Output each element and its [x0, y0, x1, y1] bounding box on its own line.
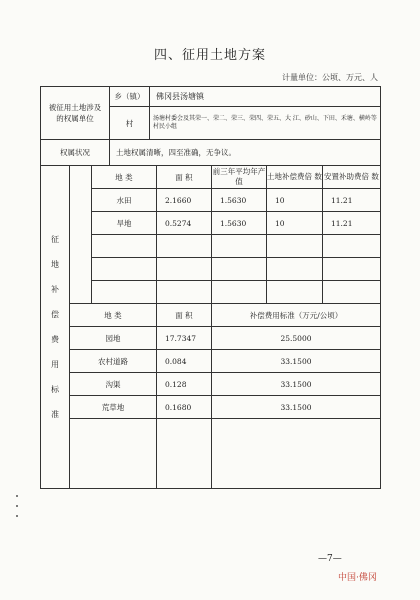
- header-land-type-2: 地 类: [70, 304, 157, 327]
- resettlement-value: 11.21: [323, 212, 381, 235]
- side-label-char: 用: [51, 360, 59, 369]
- empty-row: [41, 419, 381, 489]
- side-label-char: 标: [51, 385, 59, 394]
- land-type: 旱地: [92, 212, 157, 235]
- side-label: [41, 166, 70, 489]
- empty-row: [41, 281, 381, 304]
- table-row: [41, 327, 381, 350]
- header-compensation-multiple: 土地补偿费倍 数: [267, 166, 323, 189]
- area-value: 0.1680: [157, 396, 212, 419]
- land-type: 园地: [70, 327, 157, 350]
- compensation-value: 10: [267, 212, 323, 235]
- empty-row: [41, 258, 381, 281]
- watermark-logo: 中国·佛冈: [338, 573, 377, 583]
- measurement-unit-line: 计量单位：公顷、万元、人: [282, 73, 378, 82]
- output-value: 1.5630: [212, 189, 267, 212]
- owner-label: 被征用土地涉及的权属单位: [41, 87, 110, 140]
- area-value: 17.7347: [157, 327, 212, 350]
- owner-table: [40, 86, 381, 166]
- side-label-char: 准: [51, 410, 59, 419]
- standard-value: 33.1500: [212, 396, 381, 419]
- side-label-char: 补: [51, 285, 59, 294]
- page-title: 四、征用土地方案: [153, 48, 266, 63]
- area-value: 0.084: [157, 350, 212, 373]
- area-value: 0.5274: [157, 212, 212, 235]
- township-label: 乡（镇）: [110, 87, 150, 107]
- header-land-type: 地 类: [92, 166, 157, 189]
- output-value: 1.5630: [212, 212, 267, 235]
- land-type: 水田: [92, 189, 157, 212]
- side-label-char: 费: [51, 335, 59, 344]
- header-area: 面 积: [157, 166, 212, 189]
- side-label-char: 偿: [51, 310, 59, 319]
- header-area-2: 面 积: [157, 304, 212, 327]
- header-resettlement-multiple: 安置补助费倍 数: [323, 166, 381, 189]
- table-row: [41, 373, 381, 396]
- side-label-text: [41, 231, 69, 423]
- scan-dot: [16, 505, 18, 507]
- land-type: 沟渠: [70, 373, 157, 396]
- rights-label: 权属状况: [41, 140, 110, 166]
- standard-value: 25.5000: [212, 327, 381, 350]
- compensation-value: 10: [267, 189, 323, 212]
- village-value: 汤塘村委会及其荣一、荣二、荣三、荣四、荣五、大 江、砂山、下田、禾塘、横岭等村民小组: [150, 107, 381, 140]
- land-type: 荒草地: [70, 396, 157, 419]
- standard-value: 33.1500: [212, 373, 381, 396]
- table-row: [41, 350, 381, 373]
- resettlement-value: 11.21: [323, 189, 381, 212]
- compensation-table: [40, 165, 381, 489]
- village-label: 村: [110, 107, 150, 140]
- side-label-char: 地: [51, 260, 59, 269]
- side-label-char: 征: [51, 235, 59, 244]
- land-type: 农村道路: [70, 350, 157, 373]
- table-row: [41, 189, 381, 212]
- header-comp-standard: 补偿费用标准（万元/公顷）: [212, 304, 381, 327]
- empty-row: [41, 235, 381, 258]
- table-row: [41, 212, 381, 235]
- area-value: 2.1660: [157, 189, 212, 212]
- scan-dot: [16, 515, 18, 517]
- rights-value: 土地权属清晰，四至准确，无争议。: [110, 140, 381, 166]
- township-value: 佛冈县汤塘镇: [150, 87, 381, 107]
- standard-value: 33.1500: [212, 350, 381, 373]
- page-number: —7—: [318, 554, 342, 564]
- scan-dot: [16, 495, 18, 497]
- blank-left-cell: [70, 166, 92, 304]
- table-row: [41, 396, 381, 419]
- header-avg-output: 前三年平均年产值: [212, 166, 267, 189]
- area-value: 0.128: [157, 373, 212, 396]
